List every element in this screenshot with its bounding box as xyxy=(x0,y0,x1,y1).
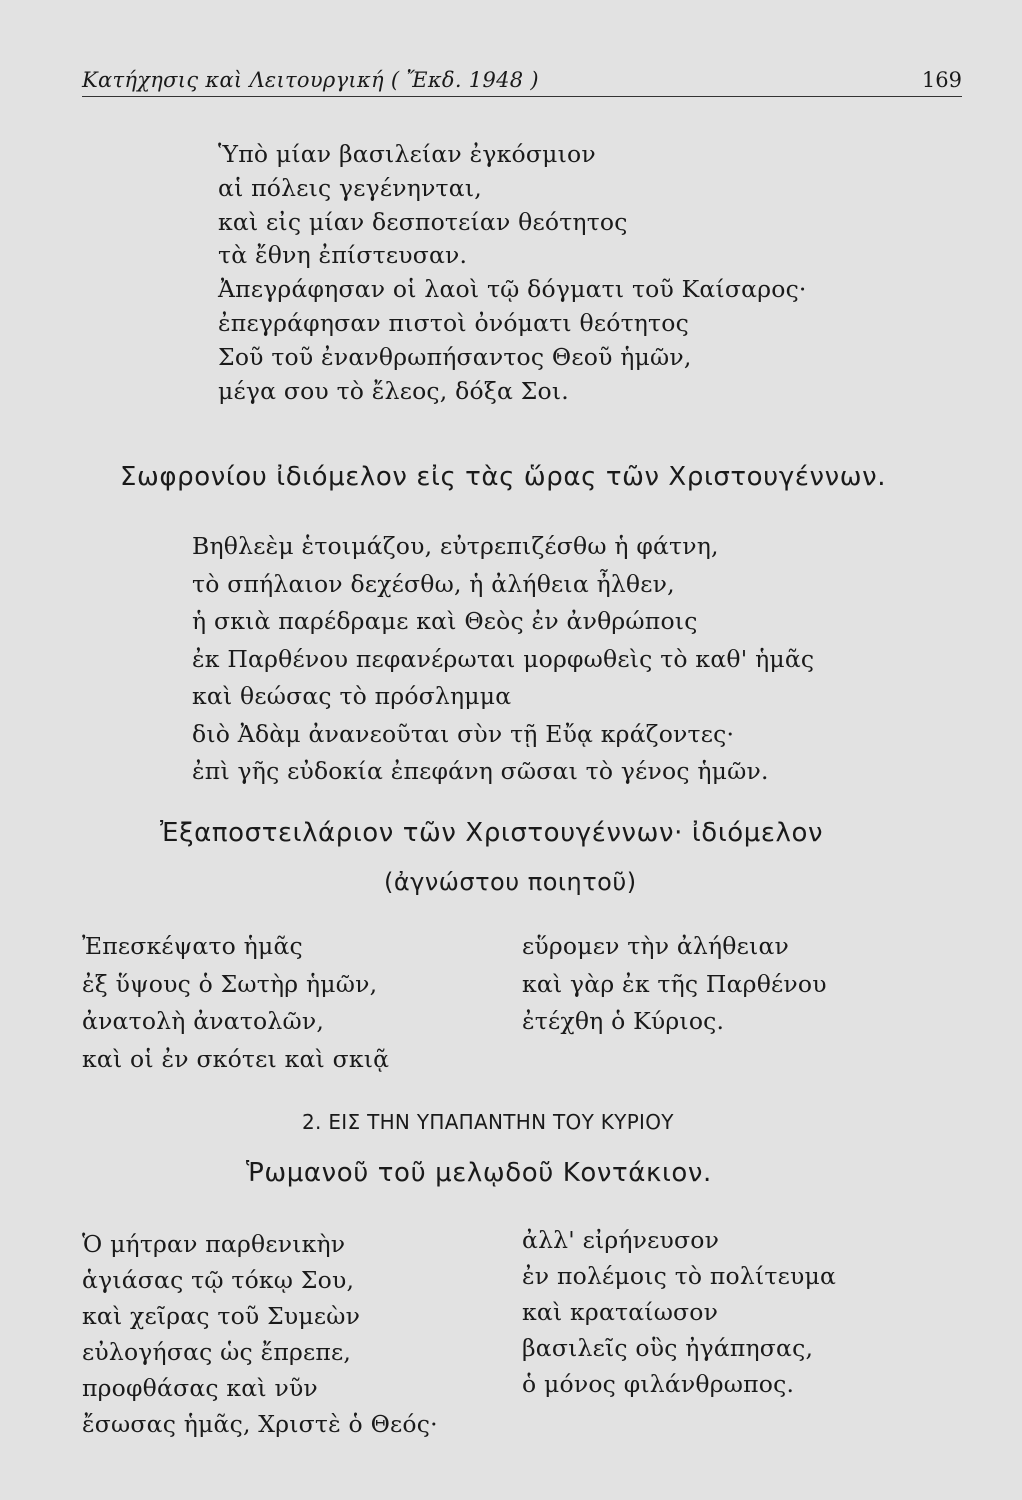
poem-4-left-column xyxy=(82,1226,438,1442)
poem-line: καὶ εἰς μίαν δεσποτείαν θεότητος xyxy=(218,207,628,236)
poem-4-right-column xyxy=(522,1222,836,1402)
poem-line: Ὁ μήτραν παρθενικὴν xyxy=(82,1230,346,1258)
poem-line: τὸ σπήλαιον δεχέσθω, ἡ ἀλήθεια ἦλθεν, xyxy=(192,569,675,598)
poem-line: ὁ μόνος φιλάνθρωπος. xyxy=(522,1370,795,1398)
poem-line: Ἀπεγράφησαν οἱ λαοὶ τῷ δόγματι τοῦ Καίσαρος· xyxy=(218,275,807,304)
poem-line: διὸ Ἀδὰμ ἀνανεοῦται σὺν τῇ Εὔᾳ κράζοντες· xyxy=(192,719,735,748)
header-title: Κατήχησις καὶ Λειτουργική ( Ἔκδ. 1948 ) xyxy=(82,68,539,92)
poem-line: ἐκ Παρθένου πεφανέρωται μορφωθεὶς τὸ καθ' ἡμᾶς xyxy=(192,644,815,673)
poem-line: βασιλεῖς οὓς ἠγάπησας, xyxy=(522,1334,814,1362)
poem-line: προφθάσας καὶ νῦν xyxy=(82,1374,318,1402)
poem-3-left-column xyxy=(82,928,389,1078)
section-number-title: 2. ΕΙΣ ΤΗΝ ΥΠΑΠΑΝΤΗΝ ΤΟΥ ΚΥΡΙΟΥ xyxy=(302,1110,674,1134)
poem-line: καὶ γὰρ ἐκ τῆς Παρθένου xyxy=(522,969,827,998)
poem-line: τὰ ἔθνη ἐπίστευσαν. xyxy=(218,241,468,270)
page-number: 169 xyxy=(921,68,962,92)
poem-line: ἐν πολέμοις τὸ πολίτευμα xyxy=(522,1262,837,1290)
section-heading-romanos: Ῥωμανοῦ τοῦ μελῳδοῦ Κοντάκιον. xyxy=(246,1158,712,1188)
poem-line: εὐλογήσας ὡς ἔπρεπε, xyxy=(82,1338,352,1366)
poem-line: μέγα σου τὸ ἔλεος, δόξα Σοι. xyxy=(218,376,569,405)
poem-line: ἐξ ὕψους ὁ Σωτὴρ ἡμῶν, xyxy=(82,969,378,998)
poem-line: ἡ σκιὰ παρέδραμε καὶ Θεὸς ἐν ἀνθρώποις xyxy=(192,607,698,635)
poem-line: Σοῦ τοῦ ἐνανθρωπήσαντος Θεοῦ ἡμῶν, xyxy=(218,342,692,371)
poem-line: καὶ κραταίωσον xyxy=(522,1298,719,1326)
poem-line: καὶ οἱ ἐν σκότει καὶ σκιᾷ xyxy=(82,1044,390,1073)
poem-line: καὶ θεώσας τὸ πρόσλημμα xyxy=(192,682,512,710)
section-subheading-author: (ἀγνώστου ποιητοῦ) xyxy=(384,868,637,896)
poem-line: Ἐπεσκέψατο ἡμᾶς xyxy=(82,932,303,960)
poem-2 xyxy=(192,528,814,791)
running-header xyxy=(82,66,962,97)
section-heading-exapostilarion: Ἐξαποστειλάριον τῶν Χριστουγέννων· ἰδιόμελον xyxy=(160,818,824,848)
poem-3-right-column xyxy=(522,928,827,1041)
poem-line: ἁγιάσας τῷ τόκῳ Σου, xyxy=(82,1266,355,1294)
poem-line: Βηθλεὲμ ἑτοιμάζου, εὐτρεπιζέσθω ἡ φάτνη, xyxy=(192,532,719,560)
poem-1 xyxy=(218,138,807,408)
poem-line: ἐπεγράφησαν πιστοὶ ὀνόματι θεότητος xyxy=(218,308,689,337)
poem-line: ἀνατολὴ ἀνατολῶν, xyxy=(82,1007,325,1035)
poem-line: ἔσωσας ἡμᾶς, Χριστὲ ὁ Θεός· xyxy=(82,1410,438,1438)
section-heading-sophronius: Σωφρονίου ἰδιόμελον εἰς τὰς ὥρας τῶν Χριστουγέννων. xyxy=(120,462,887,492)
poem-line: ἐτέχθη ὁ Κύριος. xyxy=(522,1007,725,1035)
poem-line: ἀλλ' εἰρήνευσον xyxy=(522,1226,720,1254)
poem-line: ἐπὶ γῆς εὐδοκία ἐπεφάνη σῶσαι τὸ γένος ἡμῶν. xyxy=(192,757,769,785)
poem-line: καὶ χεῖρας τοῦ Συμεὼν xyxy=(82,1302,361,1330)
poem-line: αἱ πόλεις γεγένηνται, xyxy=(218,173,482,202)
poem-line: εὕρομεν τὴν ἀλήθειαν xyxy=(522,932,789,960)
poem-line: Ὑπὸ μίαν βασιλείαν ἐγκόσμιον xyxy=(218,140,596,168)
